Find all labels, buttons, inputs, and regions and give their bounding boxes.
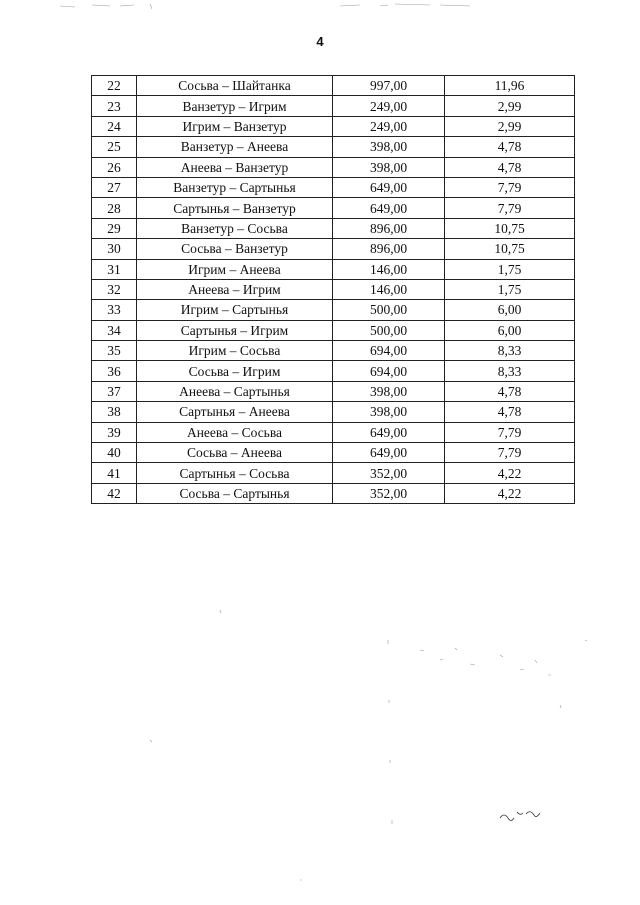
distance-cell: 398,00 [333,381,445,401]
table-row [92,259,575,279]
table-row [92,300,575,320]
row-number-cell: 38 [92,402,137,422]
value-cell: 1,75 [445,259,575,279]
row-number-cell: 35 [92,341,137,361]
table-row [92,239,575,259]
route-cell: Сосьва – Шайтанка [137,76,333,96]
row-number-cell: 34 [92,320,137,340]
route-cell: Сосьва – Анеева [137,443,333,463]
row-number-cell: 28 [92,198,137,218]
row-number-cell: 30 [92,239,137,259]
table-row [92,422,575,442]
route-cell: Сартынья – Анеева [137,402,333,422]
table-row [92,218,575,238]
distance-cell: 500,00 [333,300,445,320]
route-cell: Анеева – Игрим [137,279,333,299]
distance-cell: 352,00 [333,463,445,483]
row-number-cell: 24 [92,116,137,136]
distance-cell: 694,00 [333,341,445,361]
distance-cell: 694,00 [333,361,445,381]
route-cell: Сосьва – Игрим [137,361,333,381]
value-cell: 4,78 [445,381,575,401]
route-cell: Игрим – Сартынья [137,300,333,320]
table-row [92,341,575,361]
value-cell: 1,75 [445,279,575,299]
distance-cell: 249,00 [333,116,445,136]
row-number-cell: 31 [92,259,137,279]
row-number-cell: 22 [92,76,137,96]
row-number-cell: 41 [92,463,137,483]
value-cell: 10,75 [445,239,575,259]
route-tariff-table [91,75,575,504]
table-row [92,402,575,422]
row-number-cell: 25 [92,137,137,157]
table-row [92,157,575,177]
route-cell: Анеева – Сосьва [137,422,333,442]
value-cell: 4,78 [445,137,575,157]
value-cell: 6,00 [445,320,575,340]
row-number-cell: 40 [92,443,137,463]
table-row [92,177,575,197]
row-number-cell: 37 [92,381,137,401]
table-row [92,96,575,116]
table-row [92,483,575,503]
table-row [92,76,575,96]
distance-cell: 896,00 [333,239,445,259]
value-cell: 4,78 [445,402,575,422]
value-cell: 2,99 [445,96,575,116]
table-row [92,443,575,463]
row-number-cell: 27 [92,177,137,197]
distance-cell: 398,00 [333,402,445,422]
table-row [92,320,575,340]
route-cell: Сосьва – Ванзетур [137,239,333,259]
distance-cell: 649,00 [333,198,445,218]
route-cell: Сосьва – Сартынья [137,483,333,503]
row-number-cell: 33 [92,300,137,320]
handwritten-mark [500,812,540,821]
route-cell: Сартынья – Игрим [137,320,333,340]
route-cell: Игрим – Сосьва [137,341,333,361]
route-cell: Анеева – Сартынья [137,381,333,401]
table-row [92,279,575,299]
value-cell: 7,79 [445,198,575,218]
distance-cell: 249,00 [333,96,445,116]
row-number-cell: 42 [92,483,137,503]
value-cell: 4,78 [445,157,575,177]
value-cell: 10,75 [445,218,575,238]
distance-cell: 649,00 [333,422,445,442]
distance-cell: 352,00 [333,483,445,503]
page-number: 4 [316,34,324,49]
table-body [92,76,575,504]
value-cell: 4,22 [445,463,575,483]
distance-cell: 997,00 [333,76,445,96]
table-row [92,463,575,483]
row-number-cell: 36 [92,361,137,381]
row-number-cell: 23 [92,96,137,116]
table-row [92,116,575,136]
route-cell: Сартынья – Ванзетур [137,198,333,218]
distance-cell: 896,00 [333,218,445,238]
value-cell: 7,79 [445,422,575,442]
value-cell: 2,99 [445,116,575,136]
row-number-cell: 29 [92,218,137,238]
route-cell: Ванзетур – Сосьва [137,218,333,238]
distance-cell: 649,00 [333,443,445,463]
route-cell: Ванзетур – Анеева [137,137,333,157]
value-cell: 8,33 [445,341,575,361]
row-number-cell: 32 [92,279,137,299]
distance-cell: 500,00 [333,320,445,340]
table-row [92,381,575,401]
distance-cell: 146,00 [333,259,445,279]
route-cell: Сартынья – Сосьва [137,463,333,483]
value-cell: 7,79 [445,443,575,463]
row-number-cell: 26 [92,157,137,177]
route-cell: Ванзетур – Сартынья [137,177,333,197]
route-cell: Игрим – Анеева [137,259,333,279]
route-cell: Ванзетур – Игрим [137,96,333,116]
table-row [92,361,575,381]
value-cell: 8,33 [445,361,575,381]
table-row [92,198,575,218]
distance-cell: 146,00 [333,279,445,299]
row-number-cell: 39 [92,422,137,442]
value-cell: 7,79 [445,177,575,197]
value-cell: 11,96 [445,76,575,96]
value-cell: 6,00 [445,300,575,320]
distance-cell: 398,00 [333,157,445,177]
distance-cell: 649,00 [333,177,445,197]
route-cell: Анеева – Ванзетур [137,157,333,177]
table-row [92,137,575,157]
route-cell: Игрим – Ванзетур [137,116,333,136]
value-cell: 4,22 [445,483,575,503]
distance-cell: 398,00 [333,137,445,157]
